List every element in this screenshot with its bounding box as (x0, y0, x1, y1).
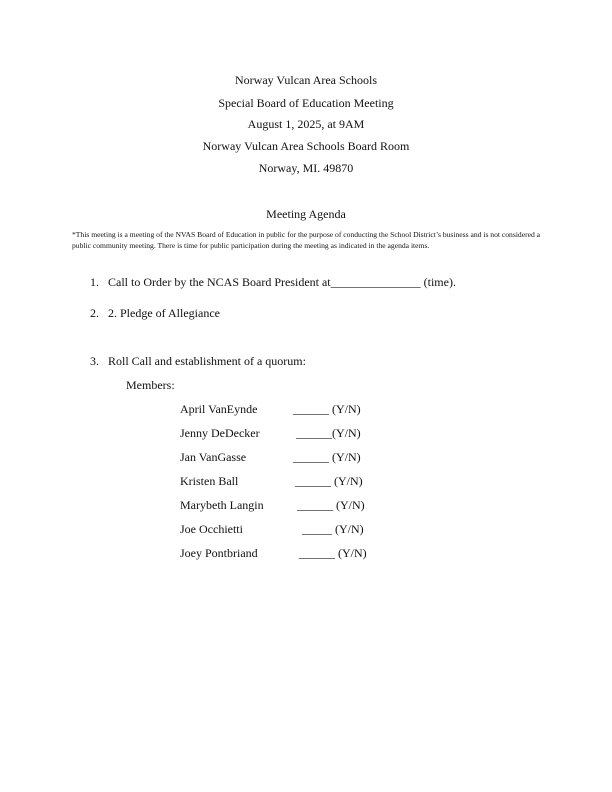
member-attendance-blank: ______ (Y/N) (293, 402, 361, 416)
member-name: Jenny DeDecker (180, 426, 260, 440)
member-name: Kristen Ball (180, 474, 239, 488)
agenda-item-number: 1. (90, 275, 99, 289)
meeting-type: Special Board of Education Meeting (218, 96, 394, 110)
meeting-notice: *This meeting is a meeting of the NVAS Board of Education in public for the purpose of conducting the School District’s business and is not considered a public community meeting. There is time for public participation during the meeting as indicated in the agenda items. (72, 230, 541, 250)
member-name: Marybeth Langin (180, 498, 264, 512)
agenda-item-number: 3. (90, 354, 99, 368)
agenda-item-roll-call: Roll Call and establishment of a quorum: (108, 354, 306, 368)
member-attendance-blank: ______(Y/N) (296, 426, 361, 440)
agenda-title: Meeting Agenda (266, 207, 346, 221)
member-name: April VanEynde (180, 402, 258, 416)
agenda-item-call-to-order: Call to Order by the NCAS Board President at_______________ (time). (108, 275, 456, 289)
member-name: Joe Occhietti (180, 522, 243, 536)
member-name: Joey Pontbriand (180, 546, 258, 560)
agenda-item-number: 2. (90, 306, 99, 320)
member-attendance-blank: ______ (Y/N) (299, 546, 367, 560)
agenda-item-pledge: 2. Pledge of Allegiance (108, 306, 220, 320)
member-attendance-blank: _____ (Y/N) (302, 522, 364, 536)
meeting-location: Norway Vulcan Area Schools Board Room (202, 139, 410, 153)
member-attendance-blank: ______ (Y/N) (293, 450, 361, 464)
member-attendance-blank: ______ (Y/N) (295, 474, 363, 488)
member-name: Jan VanGasse (180, 450, 247, 464)
meeting-city: Norway, MI. 49870 (258, 161, 354, 175)
member-attendance-blank: ______ (Y/N) (297, 498, 365, 512)
meeting-date-time: August 1, 2025, at 9AM (247, 117, 365, 131)
members-label: Members: (126, 378, 175, 392)
org-name: Norway Vulcan Area Schools (234, 73, 378, 87)
